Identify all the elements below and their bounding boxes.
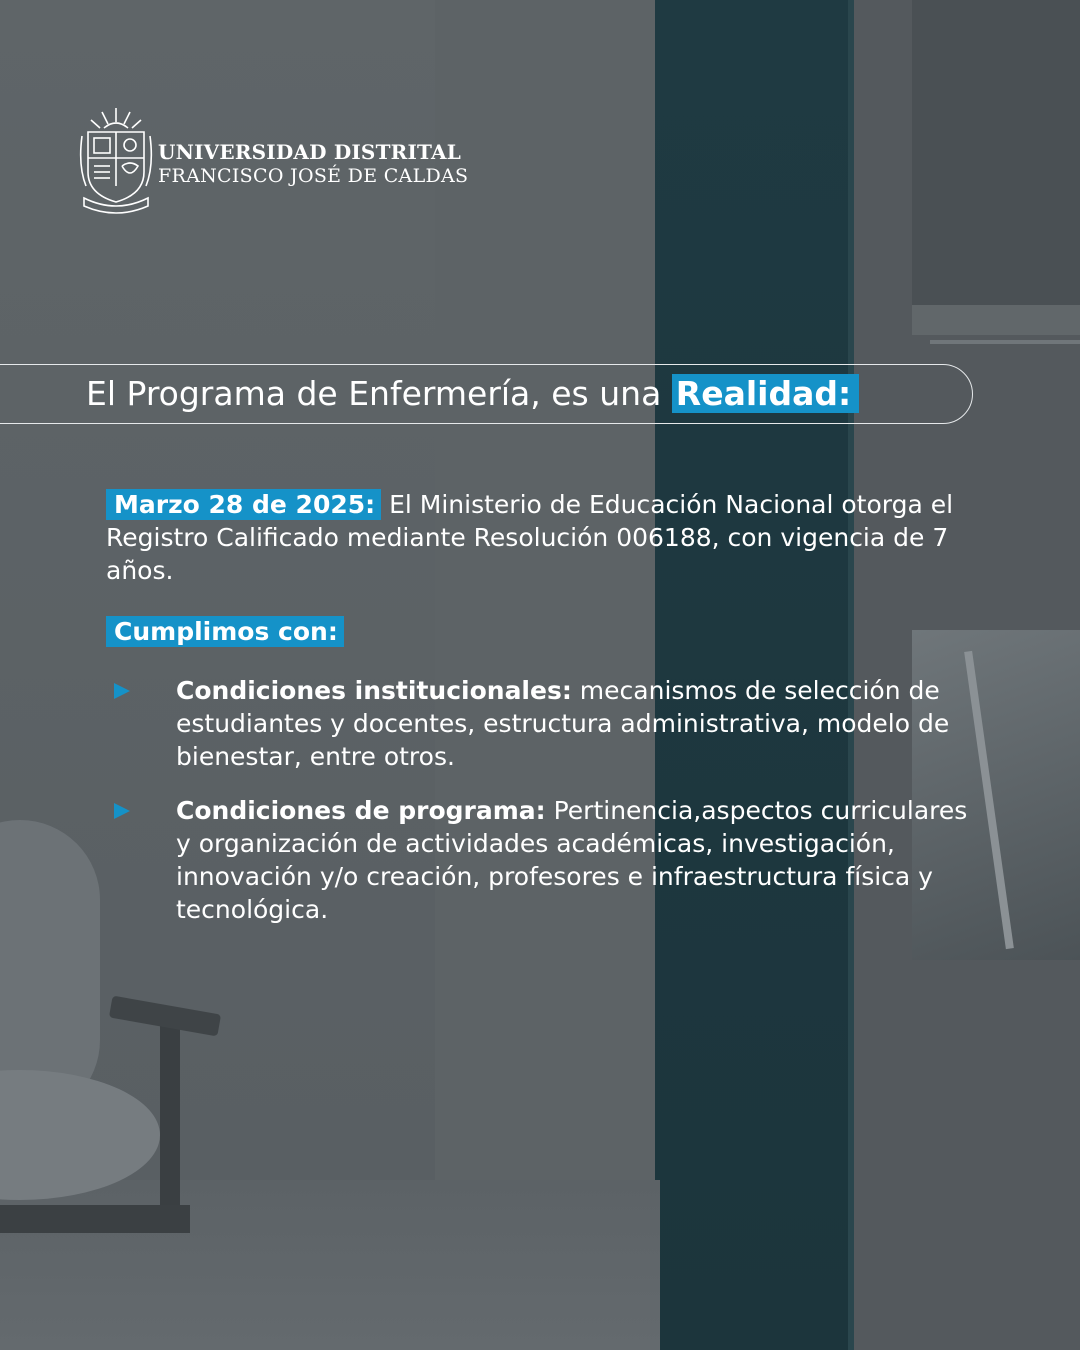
logo-line-1: UNIVERSIDAD DISTRITAL (158, 140, 461, 164)
bullet-lead: Condiciones de programa: (176, 796, 546, 825)
background-shelf (912, 305, 1080, 335)
logo-line-2: FRANCISCO JOSÉ DE CALDAS (158, 165, 469, 187)
play-arrow-icon (114, 803, 130, 819)
page-title (86, 371, 859, 417)
bullet-text: mecanismos de selección de estudiantes y docentes, estructura administrativa, modelo de bienestar, entre otros. (176, 676, 950, 771)
background-chair-base (0, 1205, 190, 1233)
play-arrow-icon (114, 683, 130, 699)
intro-text: El Ministerio de Educación Nacional otorga el Registro Calificado mediante Resolución 006188, con vigencia de 7 años. (106, 490, 954, 585)
list-item (106, 794, 986, 926)
section-label-tag: Cumplimos con: (106, 616, 344, 647)
title-prefix: El Programa de Enfermería, es una (86, 374, 662, 413)
background-chair-leg (160, 1020, 180, 1220)
list-item (106, 674, 986, 773)
conditions-list (106, 674, 986, 947)
intro-paragraph (106, 488, 986, 587)
title-highlight: Realidad: (672, 374, 859, 413)
university-logo (78, 106, 469, 221)
date-tag: Marzo 28 de 2025: (106, 489, 381, 520)
bullet-text: Pertinencia,aspectos curriculares y organización de actividades académicas, investigación, innovación y/o creación, profesores e infraestructura física y tecnológica. (176, 796, 968, 924)
background-shelf-line (930, 340, 1080, 344)
section-label (106, 615, 344, 648)
logo-wordmark (158, 140, 468, 188)
background-right-panel (912, 0, 1080, 305)
university-seal-icon (78, 106, 154, 218)
bullet-lead: Condiciones institucionales: (176, 676, 572, 705)
